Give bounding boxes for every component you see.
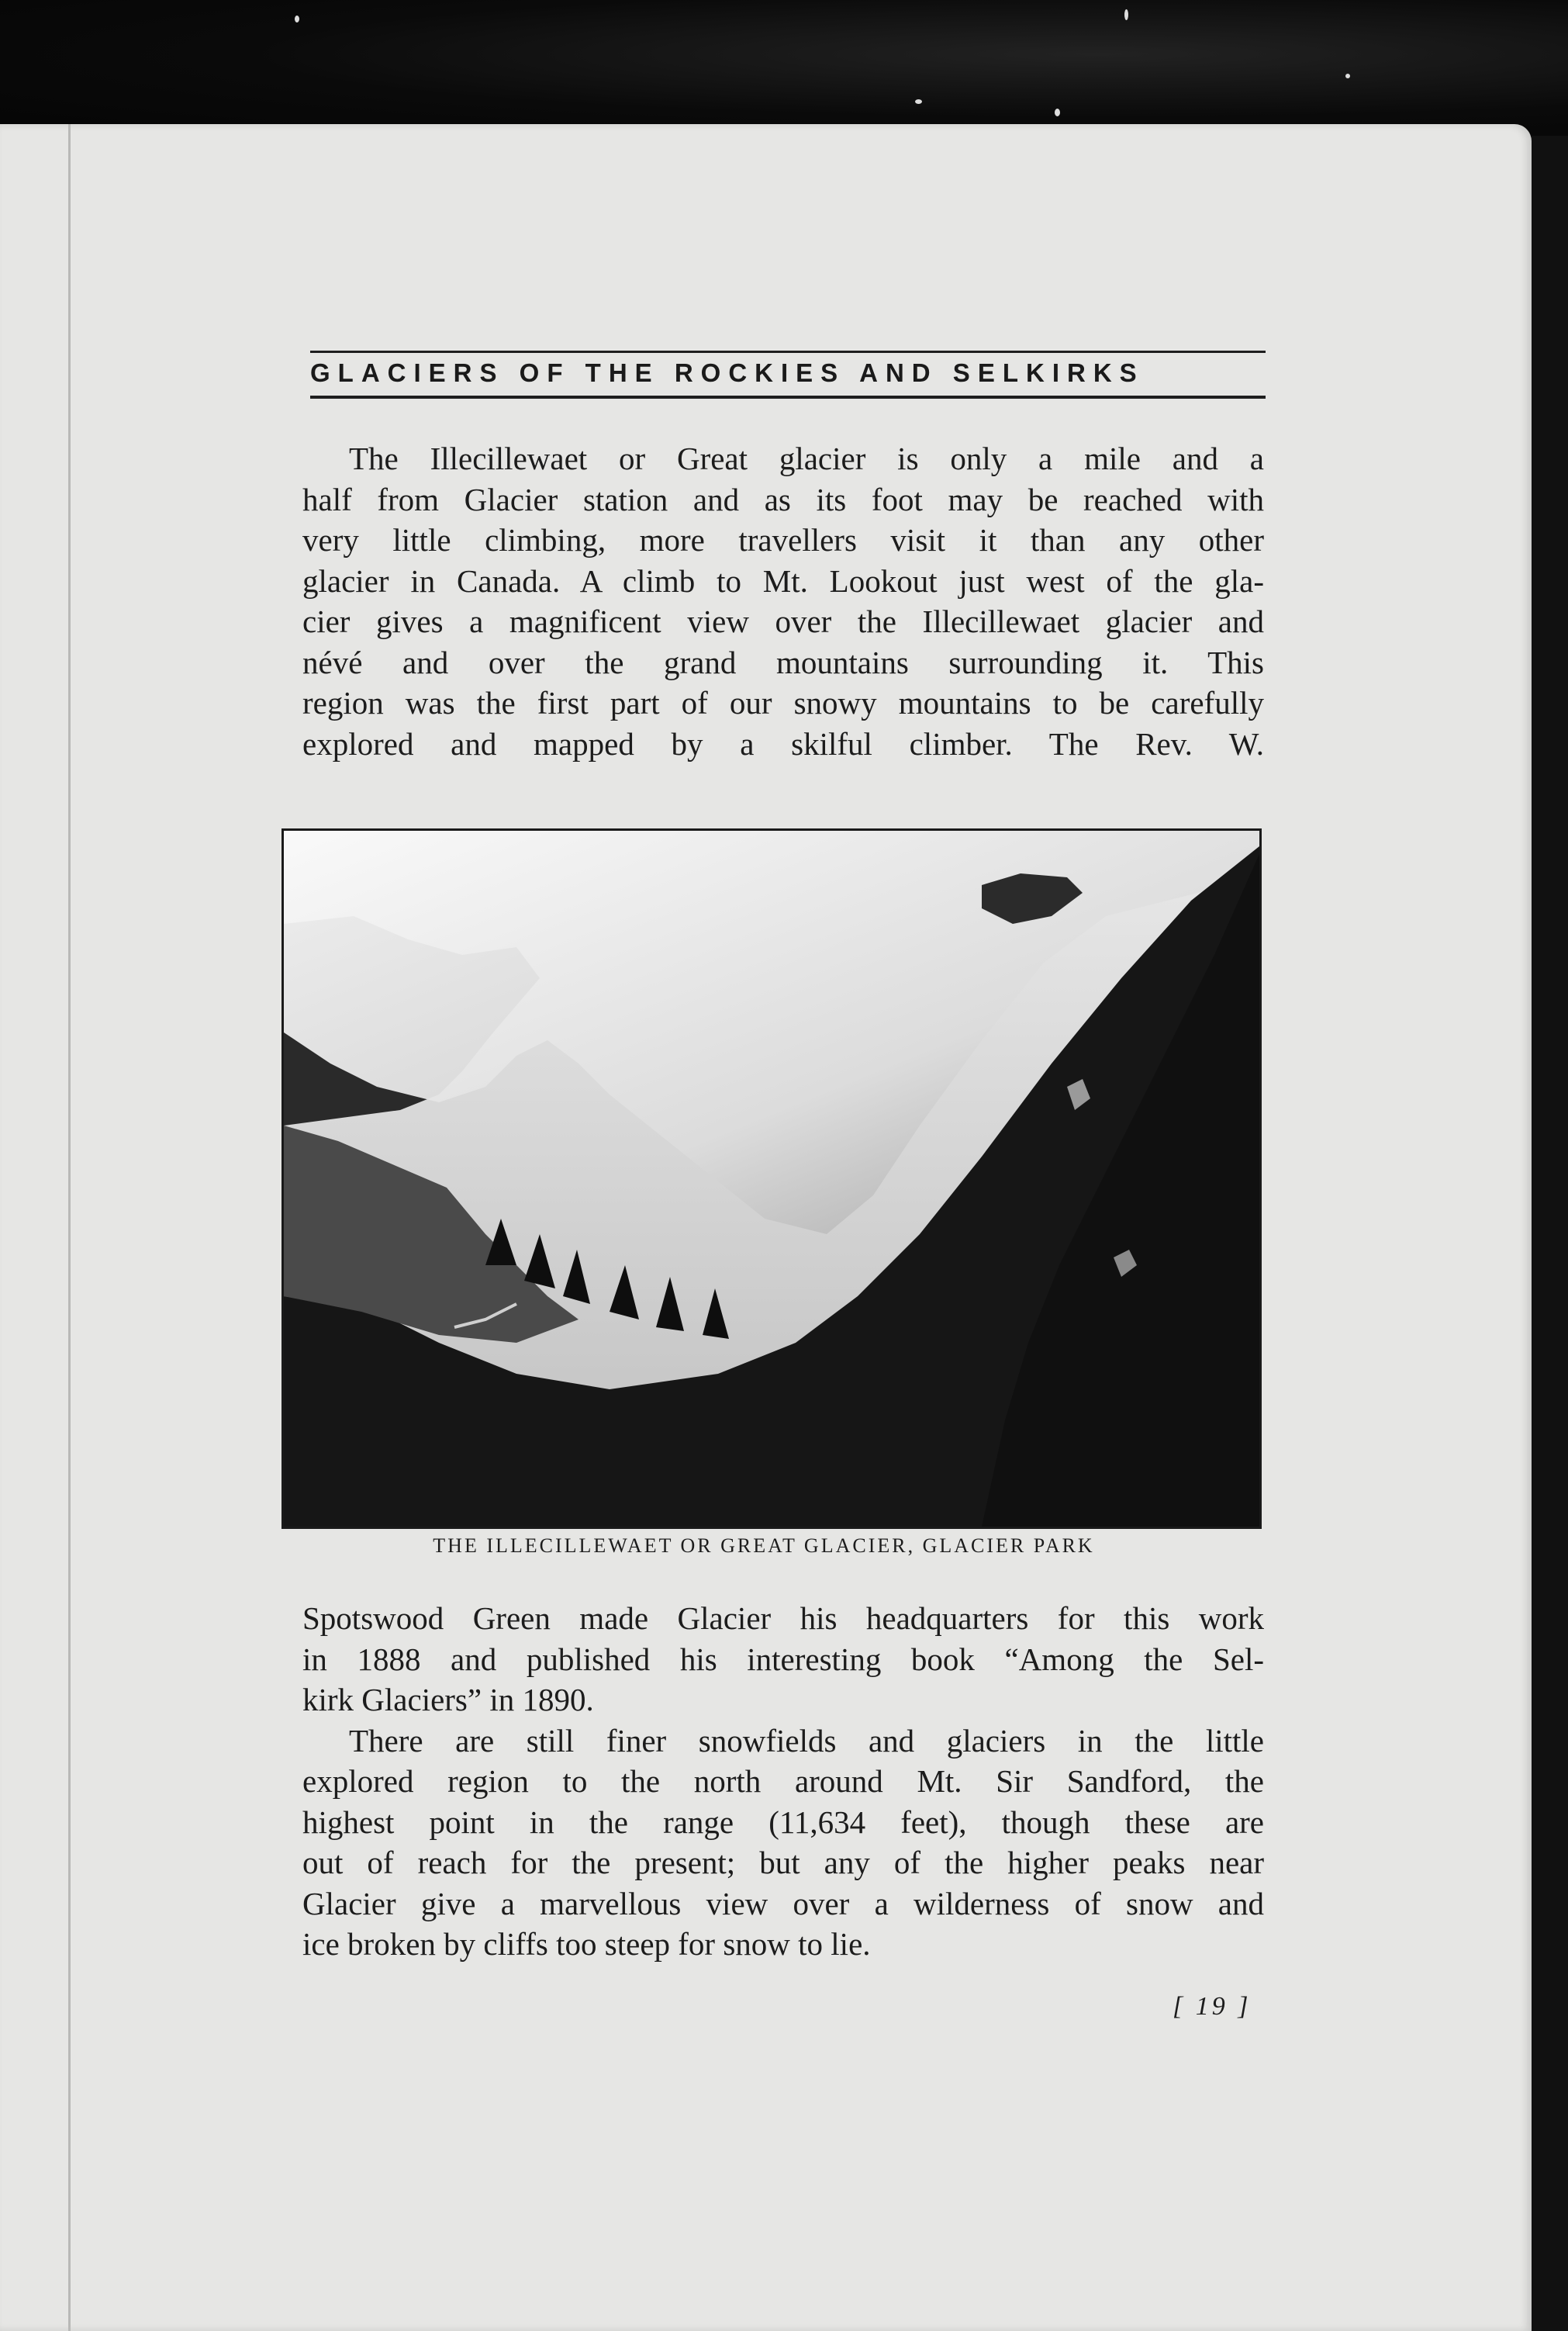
scan-dust bbox=[1055, 109, 1060, 116]
paragraph-2-and-3 bbox=[302, 1598, 1264, 1965]
page-gutter bbox=[68, 124, 71, 2331]
text-line: Glacier give a marvellous view over a wilderness of snow and bbox=[302, 1885, 1264, 1921]
page-number: [ 19 ] bbox=[1173, 1992, 1252, 2021]
scan-dust bbox=[915, 99, 922, 104]
text-line: highest point in the range (11,634 feet), though these are bbox=[302, 1804, 1264, 1840]
text-line: The Illecillewaet or Great glacier is only a mile and a bbox=[349, 441, 1264, 476]
text-line: cier gives a magnificent view over the Illecillewaet glacier and bbox=[302, 604, 1264, 639]
scan-dust bbox=[1345, 74, 1350, 78]
text-line: region was the first part of our snowy mountains to be carefully bbox=[302, 685, 1264, 721]
text-line: ice broken by cliffs too steep for snow to lie. bbox=[302, 1926, 871, 1962]
text-line: half from Glacier station and as its foot may be reached with bbox=[302, 481, 1264, 517]
text-line: explored and mapped by a skilful climber. The Rev. W. bbox=[302, 725, 1264, 762]
text-line: explored region to the north around Mt. Sir Sandford, the bbox=[302, 1763, 1264, 1799]
text-line: in 1888 and published his interesting book “Among the Sel- bbox=[302, 1641, 1264, 1677]
scan-background-right bbox=[1532, 136, 1568, 2331]
glacier-photo-illustration bbox=[284, 831, 1259, 1527]
glacier-photograph bbox=[281, 828, 1262, 1529]
text-line: out of reach for the present; but any of the higher peaks near bbox=[302, 1845, 1264, 1880]
text-line: very little climbing, more travellers visit it than any other bbox=[302, 522, 1264, 558]
text-line: Spotswood Green made Glacier his headquarters for this work bbox=[302, 1600, 1264, 1636]
text-line: kirk Glaciers” in 1890. bbox=[302, 1682, 594, 1717]
running-head: GLACIERS OF THE ROCKIES AND SELKIRKS bbox=[310, 358, 1145, 387]
scan-dust bbox=[1124, 9, 1128, 20]
text-line: névé and over the grand mountains surrounding it. This bbox=[302, 644, 1264, 680]
paragraph-1 bbox=[302, 438, 1264, 764]
text-line: glacier in Canada. A climb to Mt. Lookout just west of the gla- bbox=[302, 562, 1264, 599]
photo-caption: THE ILLECILLEWAET OR GREAT GLACIER, GLACIER PARK bbox=[433, 1534, 1095, 1557]
running-head-rule-top bbox=[310, 351, 1266, 353]
running-head-rule-bottom bbox=[310, 396, 1266, 399]
scan-background-top bbox=[0, 0, 1568, 136]
scan-dust bbox=[295, 16, 299, 22]
text-line: There are still finer snowfields and glaciers in the little bbox=[349, 1722, 1264, 1759]
